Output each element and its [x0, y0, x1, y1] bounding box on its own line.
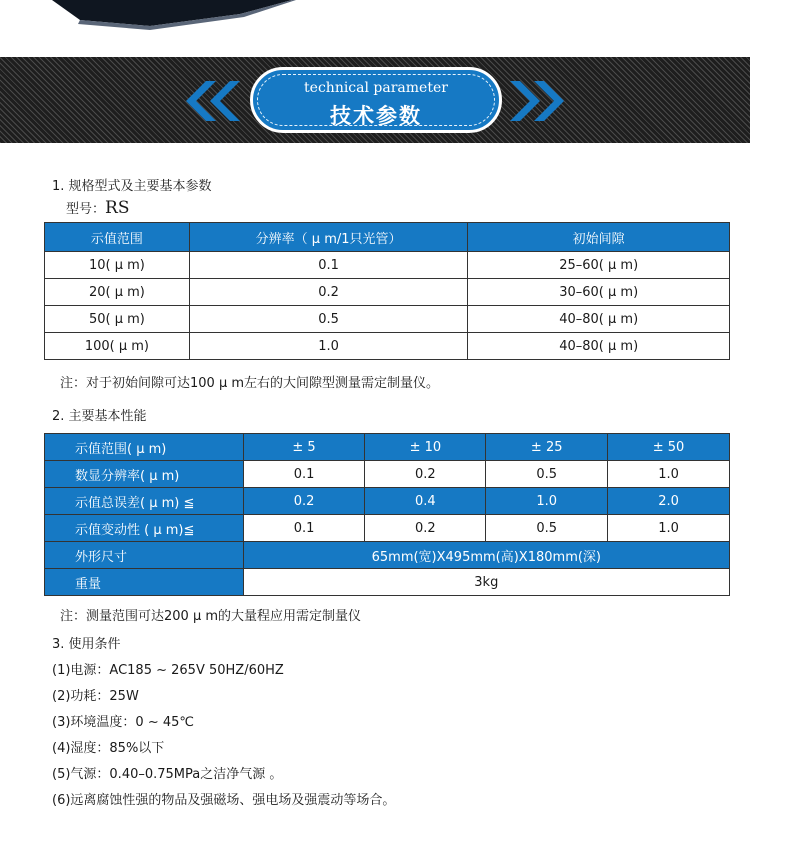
- table-row: [45, 461, 730, 488]
- spec-table: [44, 222, 730, 360]
- table-row: [45, 252, 730, 279]
- cell: 25–60( μ m): [468, 252, 730, 279]
- section2-note: 注：测量范围可达200 μ m的大量程应用需定制量仪: [60, 609, 362, 624]
- double-chevron-left-icon: [176, 79, 244, 123]
- cell: 1.0: [189, 333, 468, 360]
- dimensions-value: 65mm(宽)X495mm(高)X180mm(深): [243, 542, 729, 569]
- table-row: [45, 515, 730, 542]
- model-value: RS: [105, 198, 130, 218]
- double-chevron-right-icon: [506, 79, 574, 123]
- cell: 0.2: [243, 488, 365, 515]
- table-row: [45, 306, 730, 333]
- cell: 0.2: [189, 279, 468, 306]
- header-range: 示值范围: [45, 223, 190, 252]
- cell: 0.1: [243, 461, 365, 488]
- cell: 50( μ m): [45, 306, 190, 333]
- performance-table: [44, 433, 730, 596]
- table-row: [45, 279, 730, 306]
- row-label: 示值变动性 ( μ m)≦: [45, 515, 244, 542]
- banner-title-badge: [250, 67, 502, 133]
- cell: 100( μ m): [45, 333, 190, 360]
- table-row: [45, 569, 730, 596]
- cell: 0.4: [365, 488, 486, 515]
- table-row: [45, 333, 730, 360]
- cell: 0.2: [365, 461, 486, 488]
- cell: ± 25: [486, 434, 608, 461]
- row-label: 示值总误差( μ m) ≦: [45, 488, 244, 515]
- cell: 0.5: [486, 515, 608, 542]
- cell: 0.1: [189, 252, 468, 279]
- banner-title-en: technical parameter: [304, 80, 448, 96]
- table-row: [45, 542, 730, 569]
- cell: 0.2: [365, 515, 486, 542]
- cell: ± 50: [608, 434, 730, 461]
- row-label: 重量: [45, 569, 244, 596]
- cell: 1.0: [486, 488, 608, 515]
- cell: 40–80( μ m): [468, 333, 730, 360]
- row-label: 外形尺寸: [45, 542, 244, 569]
- product-edge-graphic: [0, 0, 790, 34]
- section1-note: 注：对于初始间隙可达100 μ m左右的大间隙型测量需定制量仪。: [60, 376, 440, 391]
- cell: 2.0: [608, 488, 730, 515]
- cell: ± 10: [365, 434, 486, 461]
- spec-table-header: [45, 223, 730, 252]
- cell: 10( μ m): [45, 252, 190, 279]
- row-label: 示值范围( μ m): [45, 434, 244, 461]
- model-row: [66, 198, 129, 218]
- header-gap: 初始间隙: [468, 223, 730, 252]
- cell: 0.1: [243, 515, 365, 542]
- cell: 1.0: [608, 461, 730, 488]
- cell: 0.5: [486, 461, 608, 488]
- cell: 1.0: [608, 515, 730, 542]
- cell: 20( μ m): [45, 279, 190, 306]
- weight-value: 3kg: [243, 569, 729, 596]
- condition-item: (2)功耗：25W: [52, 689, 139, 704]
- condition-item: (5)气源：0.40–0.75MPa之洁净气源 。: [52, 767, 283, 782]
- header-resolution: 分辨率（ μ m/1只光管）: [189, 223, 468, 252]
- table-row: [45, 488, 730, 515]
- cell: 40–80( μ m): [468, 306, 730, 333]
- condition-item: (1)电源：AC185 ~ 265V 50HZ/60HZ: [52, 663, 284, 678]
- model-label: 型号：: [66, 202, 106, 217]
- cell: 30–60( μ m): [468, 279, 730, 306]
- section3-heading: 3. 使用条件: [52, 637, 121, 652]
- condition-item: (3)环境温度：0 ~ 45℃: [52, 715, 194, 730]
- condition-item: (6)远离腐蚀性强的物品及强磁场、强电场及强震动等场合。: [52, 793, 396, 808]
- table-row: [45, 434, 730, 461]
- section2-heading: 2. 主要基本性能: [52, 409, 147, 424]
- row-label: 数显分辨率( μ m): [45, 461, 244, 488]
- cell: 0.5: [189, 306, 468, 333]
- section1-heading: 1. 规格型式及主要基本参数: [52, 179, 212, 194]
- banner-title-cn: 技术参数: [330, 104, 422, 128]
- condition-item: (4)湿度：85%以下: [52, 741, 165, 756]
- cell: ± 5: [243, 434, 365, 461]
